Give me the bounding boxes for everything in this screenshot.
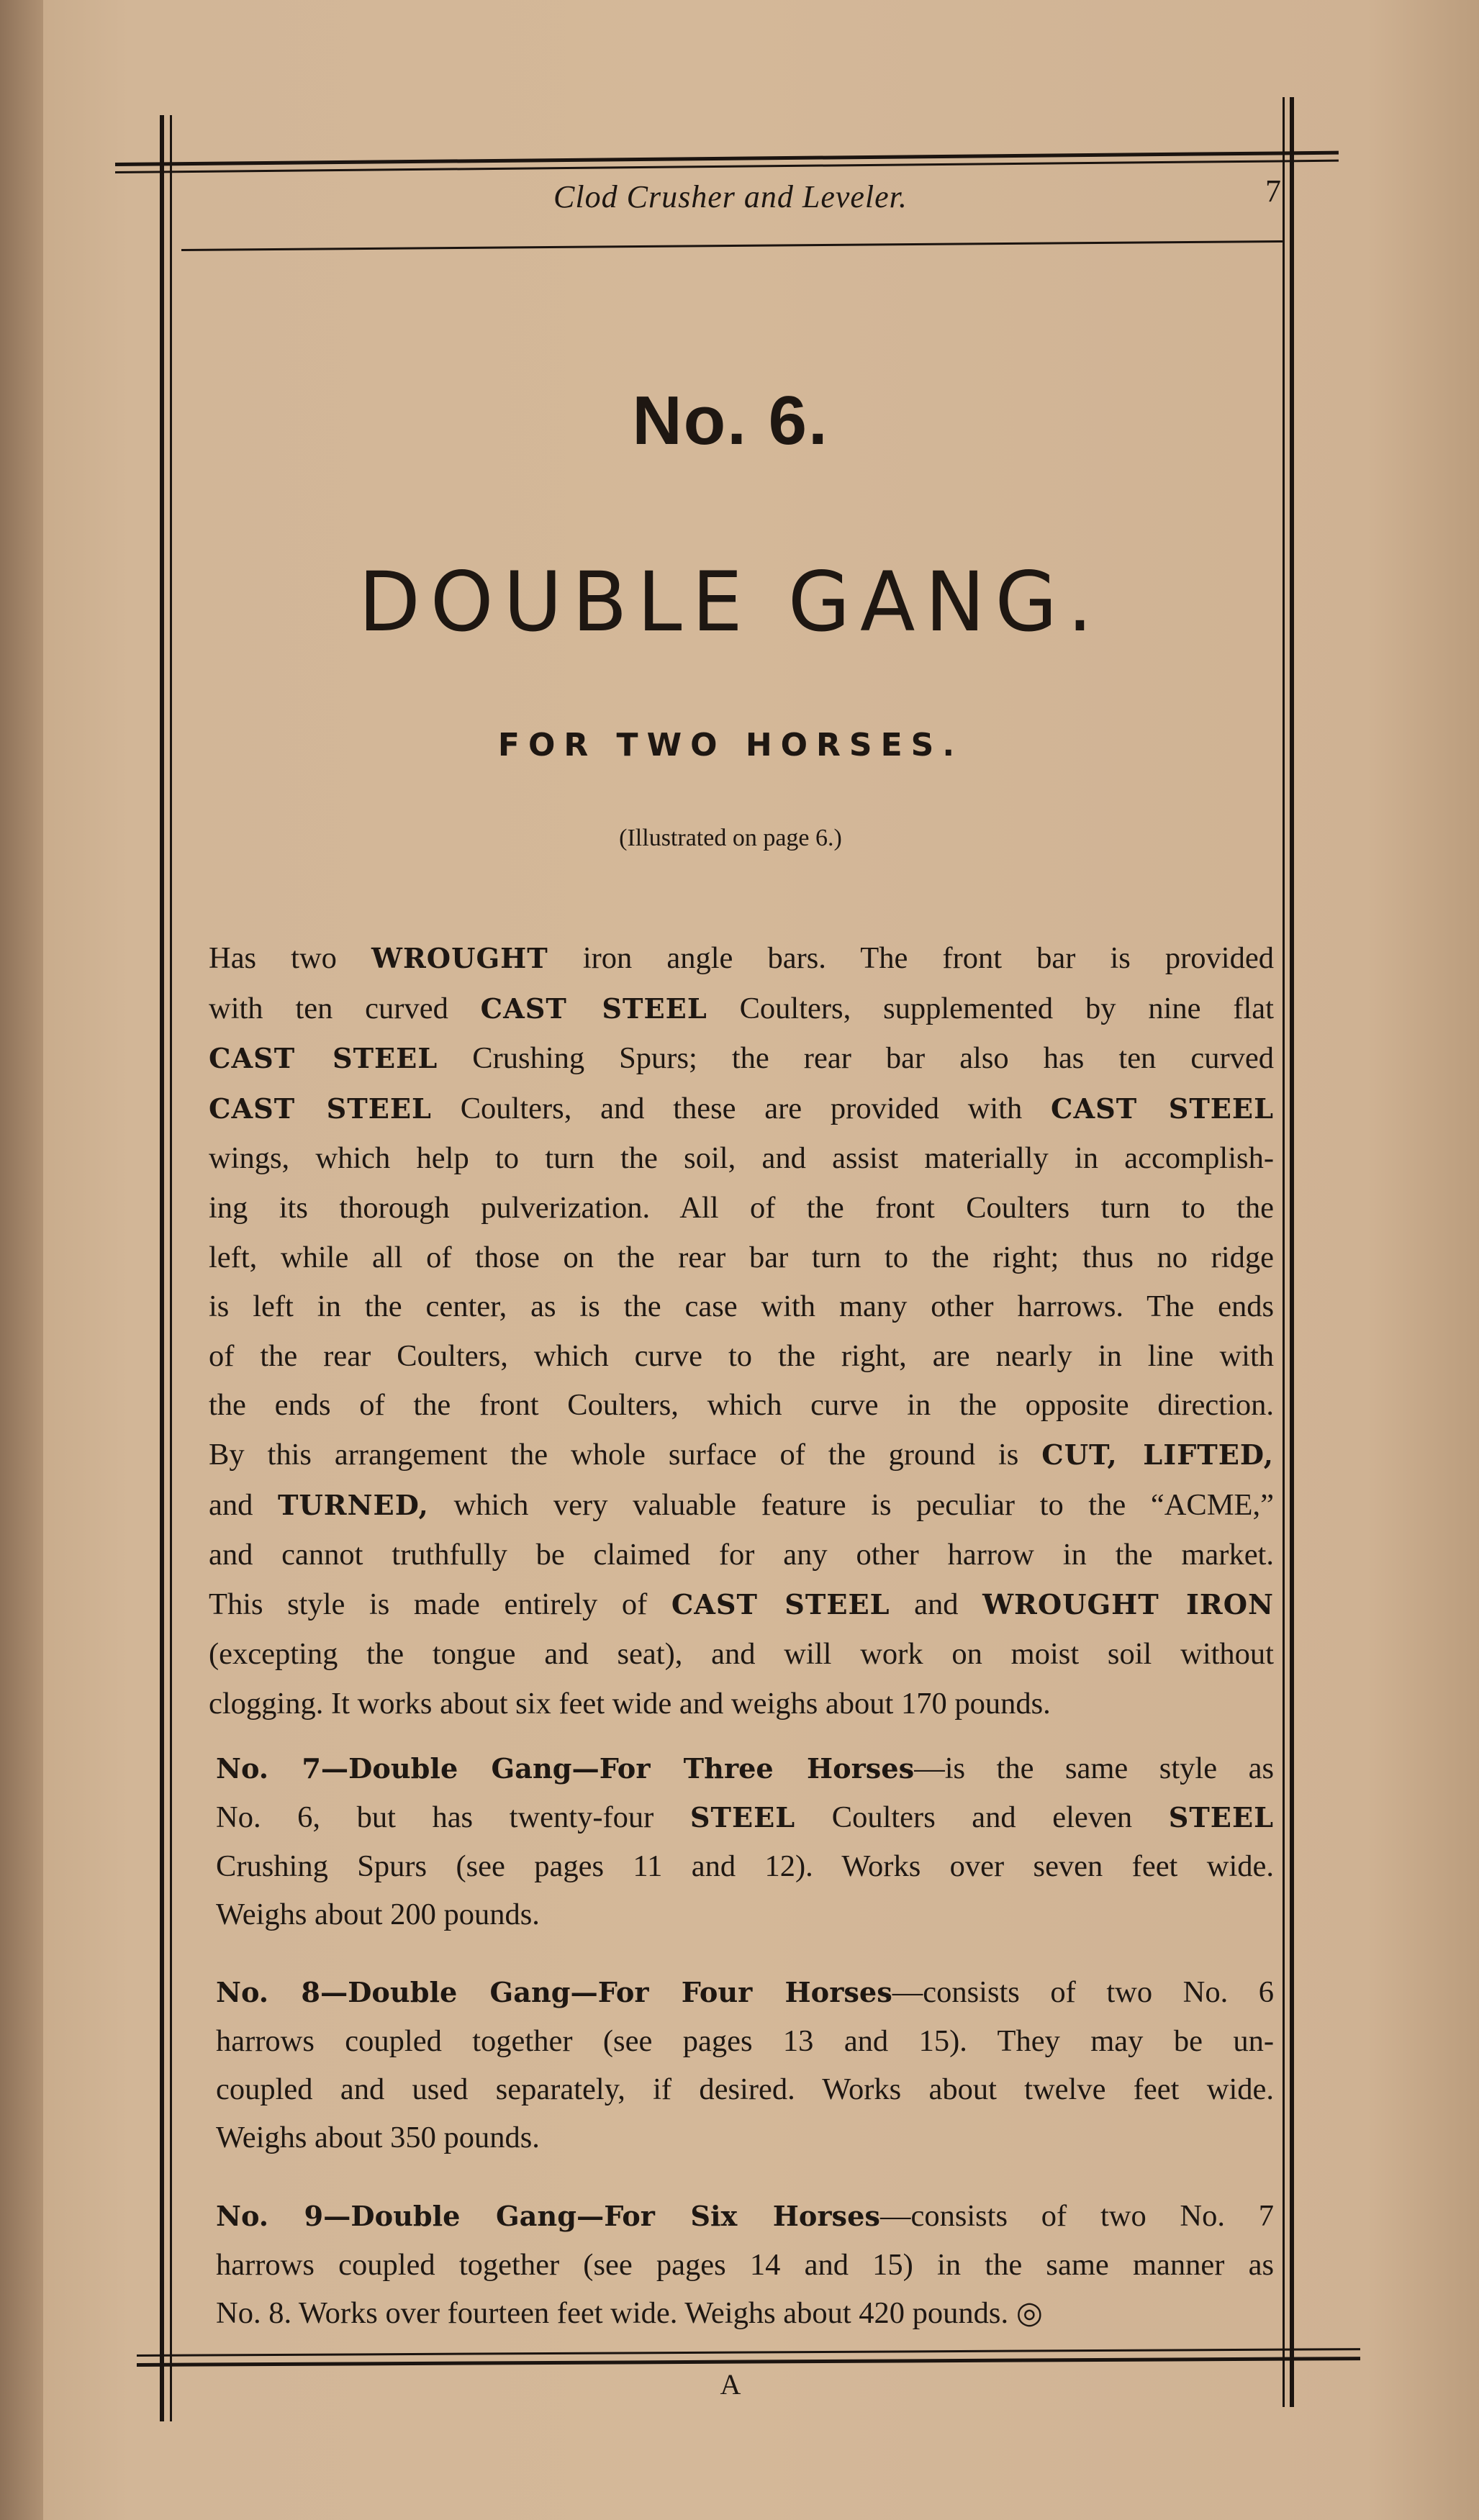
- text-line: [209, 1184, 1274, 1233]
- section-title: DOUBLE GANG.: [358, 554, 1103, 650]
- emphasis-text: WROUGHT IRON: [982, 1588, 1274, 1621]
- text-run: No. 6, but has twenty-four: [216, 1800, 690, 1834]
- text-line: [209, 934, 1274, 984]
- text-line: [209, 1134, 1274, 1184]
- text-line: [216, 2289, 1274, 2337]
- text-run: coupled and used separately, if desired. Works about twelve feet wide.: [216, 2072, 1274, 2106]
- text-line: [216, 2113, 1274, 2162]
- book-binding-edge: [0, 0, 43, 2520]
- frame-right-outer-rule: [1290, 97, 1294, 2407]
- model-paragraph-no-7: [216, 1744, 1274, 1939]
- emphasis-text: CAST STEEL: [671, 1588, 890, 1621]
- signature-mark: A: [720, 2368, 741, 2401]
- text-run: wings, which help to turn the soil, and assist materially in accomplish-: [209, 1141, 1274, 1176]
- text-run: No. 8. Works over fourteen feet wide. Weighs about 420 pounds. ◎: [216, 2296, 1043, 2330]
- text-run: ing its thorough pulverization. All of the front Coulters turn to the: [209, 1190, 1274, 1225]
- emphasis-text: CUT, LIFTED,: [1041, 1438, 1274, 1472]
- text-line: [216, 1968, 1274, 2017]
- text-run: harrows coupled together (see pages 13 and 15). They may be un-: [216, 2024, 1274, 2058]
- model-heading: No. 9—Double Gang—For Six Horses: [216, 2201, 880, 2233]
- text-line: [216, 1744, 1274, 1793]
- text-run: which very valuable feature is peculiar to the “ACME,”: [428, 1487, 1274, 1522]
- text-line: [216, 1890, 1274, 1939]
- text-line: [209, 1481, 1274, 1531]
- text-run: Weighs about 200 pounds.: [216, 1898, 540, 1931]
- section-subtitle: FOR TWO HORSES.: [497, 727, 964, 763]
- emphasis-text: CAST STEEL: [209, 1092, 432, 1125]
- text-run: —consists of two No. 7: [879, 2199, 1274, 2233]
- text-line: [209, 1431, 1274, 1481]
- text-line: [209, 1381, 1274, 1431]
- illustration-note: (Illustrated on page 6.): [619, 825, 842, 851]
- text-line: [209, 1282, 1274, 1332]
- text-run: with ten curved: [209, 991, 481, 1025]
- emphasis-text: STEEL: [1168, 1802, 1274, 1834]
- text-run: and cannot truthfully be claimed for any other harrow in the market.: [209, 1538, 1274, 1572]
- text-line: [216, 2192, 1274, 2241]
- text-run: Coulters and eleven: [795, 1800, 1169, 1834]
- text-run: Coulters, and these are provided with: [431, 1091, 1051, 1125]
- text-run: iron angle bars. The front bar is provided: [548, 941, 1274, 975]
- emphasis-text: WROUGHT: [371, 943, 548, 975]
- text-run: This style is made entirely of: [209, 1587, 671, 1621]
- text-line: [216, 1842, 1274, 1890]
- description-paragraph: [209, 934, 1274, 1729]
- text-line: [209, 1034, 1274, 1084]
- text-line: [216, 2065, 1274, 2113]
- text-run: Has two: [209, 941, 372, 975]
- text-line: [209, 1332, 1274, 1382]
- text-run: Weighs about 350 pounds.: [216, 2121, 540, 2154]
- text-run: By this arrangement the whole surface of the ground is: [209, 1437, 1042, 1472]
- text-run: harrows coupled together (see pages 14 and 15) in the same manner as: [216, 2248, 1274, 2282]
- text-run: —consists of two No. 6: [892, 1975, 1274, 2009]
- frame-right-inner-rule: [1283, 97, 1285, 2407]
- emphasis-text: CAST STEEL: [480, 992, 707, 1025]
- text-run: Coulters, supplemented by nine flat: [707, 991, 1274, 1025]
- text-run: the ends of the front Coulters, which curve in the opposite direction.: [209, 1388, 1274, 1423]
- text-line: [209, 984, 1274, 1035]
- text-line: [209, 1580, 1274, 1631]
- text-line: [209, 1084, 1274, 1135]
- model-paragraph-no-8: [216, 1968, 1274, 2162]
- text-line: [209, 1233, 1274, 1283]
- emphasis-text: CAST STEEL: [209, 1043, 438, 1076]
- text-run: of the rear Coulters, which curve to the right, are nearly in line with: [209, 1338, 1274, 1373]
- text-run: —is the same style as: [914, 1751, 1274, 1785]
- text-run: is left in the center, as is the case with many other harrows. The ends: [209, 1290, 1274, 1324]
- text-line: [209, 1680, 1274, 1729]
- text-line: [209, 1531, 1274, 1580]
- section-number: No. 6.: [632, 382, 829, 459]
- text-run: and: [890, 1587, 983, 1621]
- page-number: 7: [1265, 173, 1281, 209]
- text-run: Crushing Spurs; the rear bar also has ten curved: [438, 1041, 1274, 1076]
- emphasis-text: TURNED,: [277, 1489, 429, 1522]
- running-head: [180, 173, 1281, 229]
- text-line: [216, 2241, 1274, 2289]
- emphasis-text: STEEL: [689, 1802, 796, 1834]
- text-line: [216, 2017, 1274, 2065]
- frame-left-outer-rule: [160, 115, 164, 2421]
- text-run: (excepting the tongue and seat), and will work on moist soil without: [209, 1637, 1274, 1672]
- model-heading: No. 7—Double Gang—For Three Horses: [216, 1753, 915, 1785]
- text-run: and: [209, 1487, 278, 1522]
- text-line: [216, 1793, 1274, 1842]
- text-run: clogging. It works about six feet wide and weighs about 170 pounds.: [209, 1686, 1051, 1721]
- text-run: left, while all of those on the rear bar turn to the right; thus no ridge: [209, 1240, 1274, 1274]
- text-line: [209, 1630, 1274, 1680]
- model-paragraph-no-9: [216, 2192, 1274, 2337]
- model-heading: No. 8—Double Gang—For Four Horses: [216, 1977, 892, 2009]
- emphasis-text: CAST STEEL: [1051, 1092, 1274, 1125]
- running-title: Clod Crusher and Leveler.: [553, 179, 908, 214]
- text-run: Crushing Spurs (see pages 11 and 12). Works over seven feet wide.: [216, 1849, 1274, 1883]
- frame-left-inner-rule: [170, 115, 172, 2421]
